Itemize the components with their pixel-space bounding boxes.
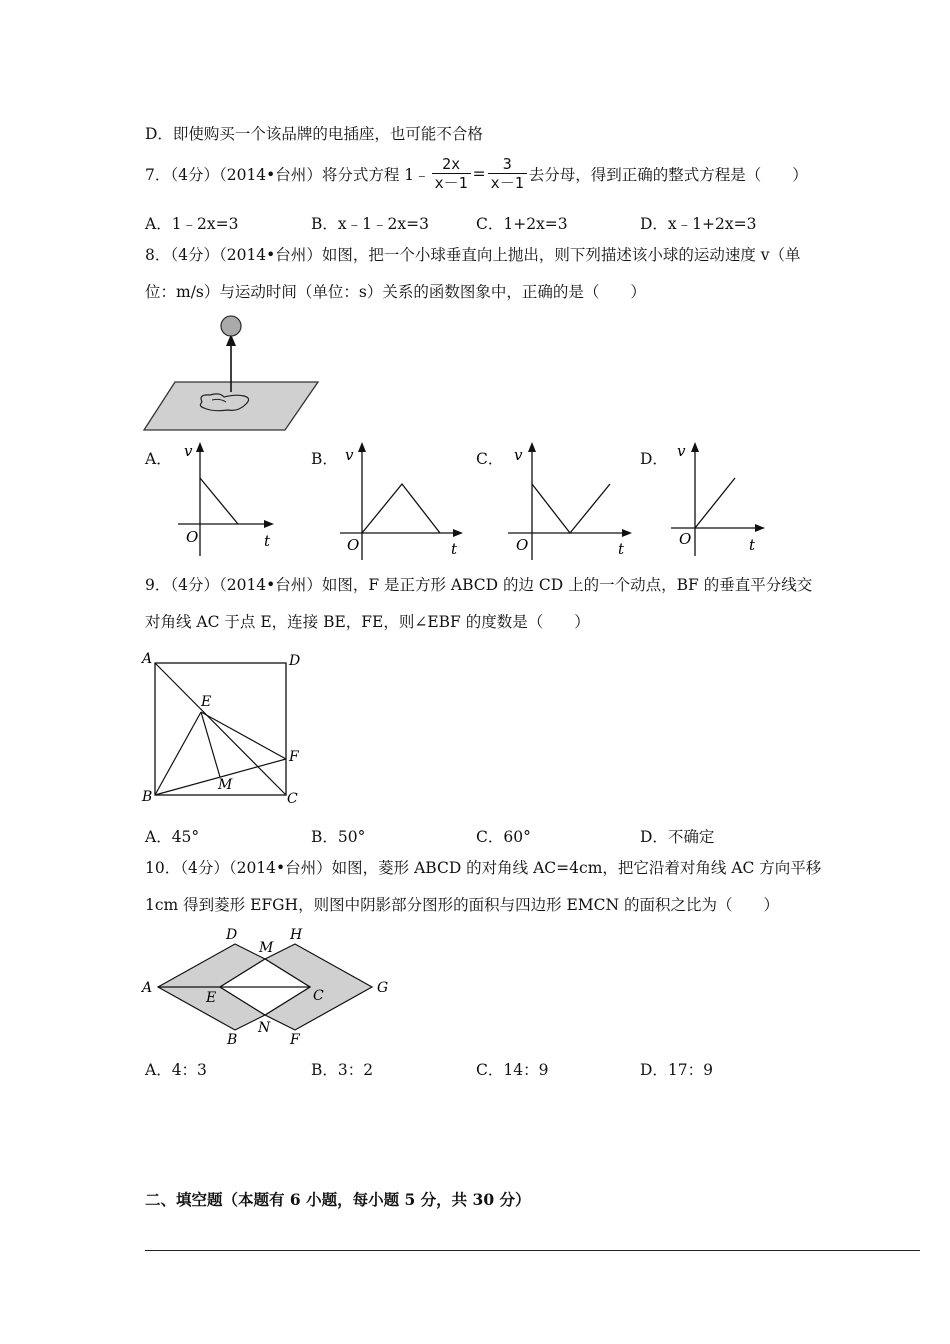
q9-point-a: A	[142, 651, 153, 667]
q9-option-a: A．45°	[145, 828, 200, 846]
q8-option-b-label: B．	[311, 450, 338, 468]
q10-option-d: D．17：9	[640, 1061, 714, 1079]
q10-point-a: A	[142, 980, 153, 996]
q10-point-f: F	[290, 1032, 300, 1047]
q7-frac1-den: x－1	[434, 174, 468, 192]
q10-option-b: B．3：2	[311, 1061, 374, 1079]
q10-point-g: G	[377, 980, 389, 996]
q9-point-m: M	[218, 777, 233, 793]
q10-point-h: H	[290, 927, 303, 943]
q8-option-d-label: D．	[640, 450, 668, 468]
q7-equals: =	[472, 164, 486, 183]
q9-point-e: E	[201, 694, 212, 710]
q10-line-2: 1cm 得到菱形 EFGH，则图中阴影部分图形的面积与四边形 EMCN 的面积之比为（ ）	[145, 896, 780, 914]
q9-point-c: C	[287, 791, 298, 807]
q7-frac1-num: 2x	[432, 155, 471, 174]
q8-ball-throw-figure	[140, 312, 325, 434]
q9-point-f: F	[289, 749, 299, 765]
bottom-divider	[145, 1250, 920, 1251]
q8-c-y-label: v	[514, 446, 523, 464]
q7-frac2-num: 3	[488, 155, 527, 174]
q8-a-x-label: t	[264, 532, 271, 550]
q7-option-d: D．x﹣1+2x=3	[640, 215, 757, 233]
q8-b-x-label: t	[451, 540, 458, 558]
q8-graph-d	[665, 438, 775, 558]
q9-square-figure	[140, 648, 310, 808]
q7-option-b: B．x﹣1﹣2x=3	[311, 215, 429, 233]
q8-graph-b	[335, 438, 465, 563]
q6-option-d: D．即使购买一个该品牌的电插座，也可能不合格	[145, 125, 483, 143]
q9-point-b: B	[142, 789, 153, 805]
q9-line-1: 9．（4分）（2014•台州）如图，F 是正方形 ABCD 的边 CD 上的一个动点，BF 的垂直平分线交	[145, 576, 813, 594]
q7-fraction-1	[432, 155, 471, 192]
q9-line-2: 对角线 AC 于点 E，连接 BE，FE，则∠EBF 的度数是（ ）	[145, 613, 590, 631]
q10-option-a: A．4：3	[145, 1061, 207, 1079]
q7-prefix: 7．（4分）（2014•台州）将分式方程 1﹣	[145, 165, 430, 184]
q8-option-c-label: C．	[476, 450, 504, 468]
q8-c-origin: O	[516, 536, 529, 554]
section-2-title: 二、填空题（本题有 6 小题，每小题 5 分，共 30 分）	[145, 1190, 531, 1209]
q7-option-a: A．1﹣2x=3	[145, 215, 239, 233]
q8-a-y-label: v	[184, 442, 193, 460]
q8-b-origin: O	[347, 536, 360, 554]
q9-point-d: D	[289, 653, 301, 669]
q8-d-x-label: t	[749, 536, 756, 554]
q8-b-y-label: v	[345, 446, 354, 464]
q8-graph-c	[500, 438, 635, 563]
q10-point-b: B	[227, 1032, 238, 1047]
q10-point-n: N	[258, 1020, 271, 1036]
q8-line-1: 8．（4分）（2014•台州）如图，把一个小球垂直向上抛出，则下列描述该小球的运动速度 v（单	[145, 246, 801, 264]
q8-graph-a	[170, 438, 280, 558]
q10-line-1: 10．（4分）（2014•台州）如图，菱形 ABCD 的对角线 AC=4cm，把它沿着对角线 AC 方向平移	[145, 859, 822, 877]
q9-option-c: C．60°	[476, 828, 531, 846]
q7-fraction-2	[488, 155, 527, 192]
q10-option-c: C．14：9	[476, 1061, 549, 1079]
q10-point-m: M	[259, 940, 274, 956]
q8-a-origin: O	[186, 528, 199, 546]
q8-d-y-label: v	[677, 442, 686, 460]
q10-rhombus-figure	[140, 922, 400, 1047]
q7-frac2-den: x－1	[490, 174, 524, 192]
q10-point-c: C	[313, 988, 324, 1004]
q10-point-d: D	[226, 927, 238, 943]
q7-option-c: C．1+2x=3	[476, 215, 568, 233]
q8-d-origin: O	[679, 530, 692, 548]
q9-option-b: B．50°	[311, 828, 366, 846]
q9-option-d: D．不确定	[640, 828, 715, 846]
q8-c-x-label: t	[618, 540, 625, 558]
q7-suffix: 去分母，得到正确的整式方程是（ ）	[528, 165, 808, 184]
q10-point-e: E	[206, 990, 217, 1006]
q8-line-2: 位：m/s）与运动时间（单位：s）关系的函数图象中，正确的是（ ）	[145, 283, 646, 301]
q8-option-a-label: A．	[145, 450, 172, 468]
q7-stem	[145, 155, 808, 192]
